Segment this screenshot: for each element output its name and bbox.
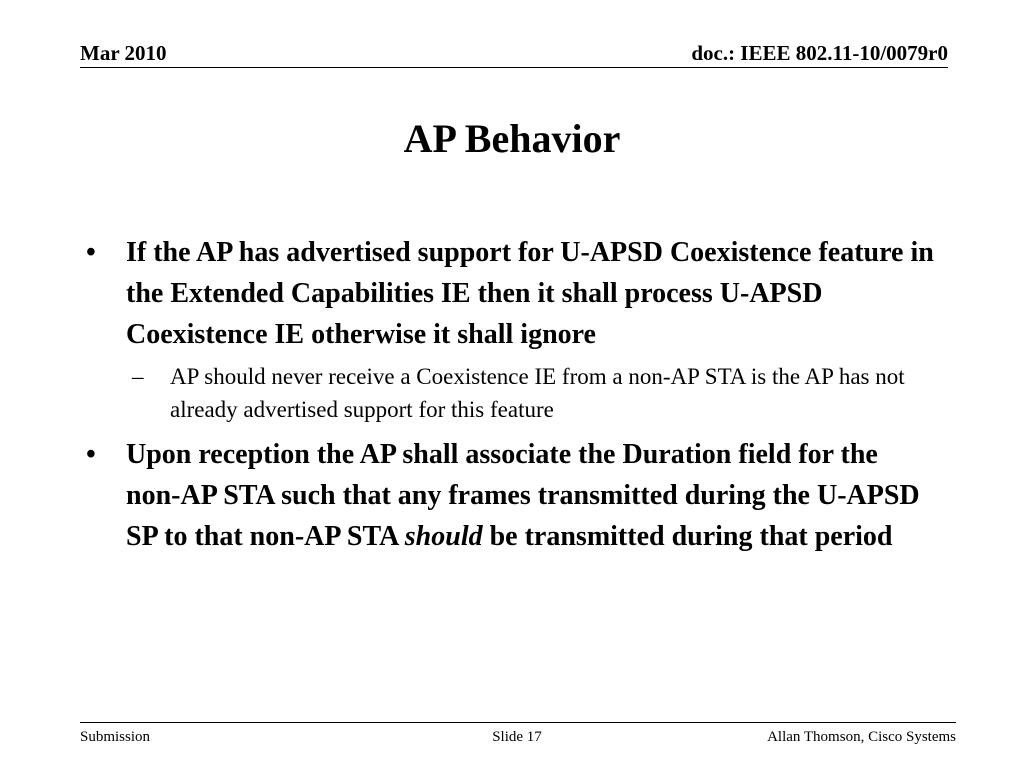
bullet-item [86,232,936,355]
header-divider [80,67,948,68]
slide-body [86,232,936,557]
bullet-marker: • [86,237,96,268]
sub-bullet-item [86,360,936,426]
footer-submission: Submission [80,729,151,745]
bullet-text [126,439,920,552]
bullet-text-start: Upon reception the AP shall associate the Duration field for the non-AP STA such that any frames transmitted during the U-APSD SP to that non-AP STA [126,439,920,552]
footer-divider [80,722,956,723]
bullet-marker: • [86,439,96,470]
bullet-item [86,434,936,557]
bullet-text-end: be transmitted during that period [482,521,893,552]
sub-bullet-text: AP should never receive a Coexistence IE from a non-AP STA is the AP has not already advertised support for this feature [170,364,905,422]
footer-slide-number: Slide 17 [492,729,542,745]
sub-bullet-marker: – [132,364,144,389]
header-date: Mar 2010 [80,41,167,65]
emphasized-word: should [404,521,483,552]
header-document-id: doc.: IEEE 802.11-10/0079r0 [691,41,948,65]
slide-title: AP Behavior [403,116,621,161]
footer-author: Allan Thomson, Cisco Systems [767,729,956,745]
bullet-text: If the AP has advertised support for U-APSD Coexistence feature in the Extended Capabilities IE then it shall process U-APSD Coexistence IE otherwise it shall ignore [126,237,934,350]
